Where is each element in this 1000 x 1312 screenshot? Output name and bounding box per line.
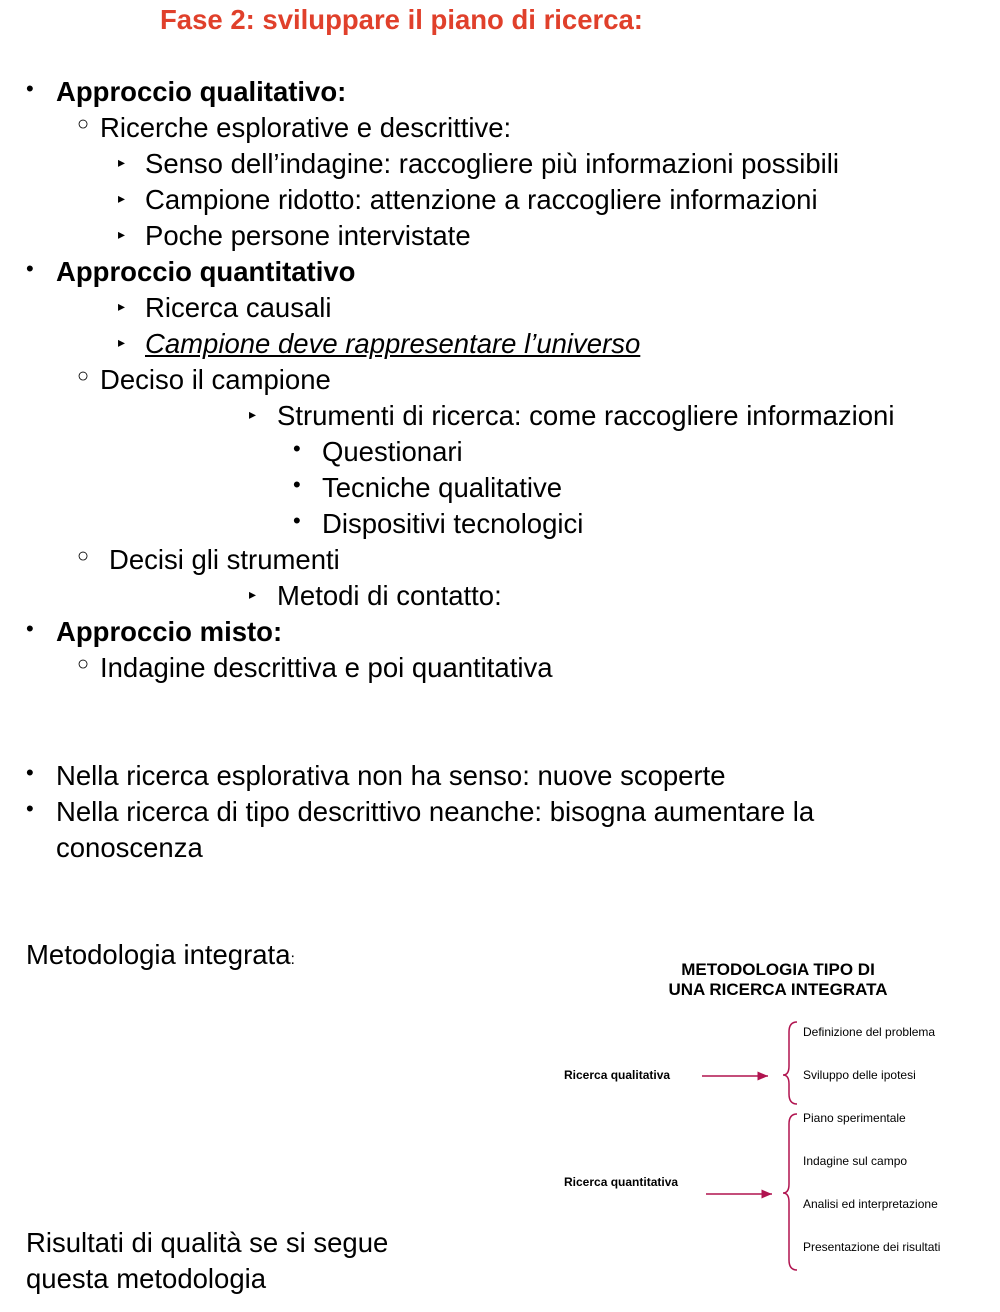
diagram-title-line-1: METODOLOGIA TIPO DI — [681, 960, 875, 979]
triangle-bullet-icon: ▸ — [118, 226, 126, 242]
bullet-icon: • — [26, 796, 34, 821]
triangle-bullet-icon: ▸ — [118, 334, 126, 350]
bullet-icon: • — [26, 76, 34, 101]
item-ricerca-causali: Ricerca causali — [145, 292, 332, 323]
diagram-step: Piano sperimentale — [803, 1111, 906, 1125]
item-senso: Senso dell’indagine: raccogliere più informazioni possibili — [145, 148, 839, 179]
sub-esplorative: Ricerche esplorative e descrittive: — [100, 112, 512, 143]
tool-questionari: Questionari — [322, 436, 463, 467]
risultati-line-1: Risultati di qualità se si segue — [26, 1227, 389, 1258]
brace-qualitativa — [783, 1022, 797, 1104]
sub-deciso-campione: Deciso il campione — [100, 364, 331, 395]
triangle-bullet-icon: ▸ — [249, 406, 257, 422]
heading-qualitativo: Approccio qualitativo: — [56, 76, 347, 107]
brace-quantitativa — [783, 1114, 797, 1270]
item-poche-persone: Poche persone intervistate — [145, 220, 471, 251]
heading-misto: Approccio misto: — [56, 616, 283, 647]
diagram-step: Definizione del problema — [803, 1025, 936, 1039]
triangle-bullet-icon: ▸ — [118, 298, 126, 314]
triangle-bullet-icon: ▸ — [249, 586, 257, 602]
circle-bullet-icon: ○ — [77, 365, 90, 387]
bullet-icon: • — [26, 760, 34, 785]
diagram-step: Presentazione dei risultati — [803, 1240, 941, 1254]
note-esplorativa: Nella ricerca esplorativa non ha senso: nuove scoperte — [56, 760, 726, 791]
item-metodi-contatto: Metodi di contatto: — [277, 580, 502, 611]
circle-bullet-icon: ○ — [77, 113, 90, 135]
diagram-quant-label: Ricerca quantitativa — [564, 1175, 679, 1189]
item-campione-universo: Campione deve rappresentare l’universo — [145, 328, 641, 359]
bullet-icon: • — [293, 436, 301, 461]
tool-dispositivi: Dispositivi tecnologici — [322, 508, 584, 539]
triangle-bullet-icon: ▸ — [118, 190, 126, 206]
item-strumenti: Strumenti di ricerca: come raccogliere informazioni — [277, 400, 895, 431]
bullet-icon: • — [26, 256, 34, 281]
diagram-title-line-2: UNA RICERCA INTEGRATA — [668, 980, 888, 999]
note-descrittivo: Nella ricerca di tipo descrittivo neanche: bisogna aumentare la — [56, 796, 815, 827]
triangle-bullet-icon: ▸ — [118, 154, 126, 170]
heading-quantitativo: Approccio quantitativo — [56, 256, 356, 287]
diagram-qual-label: Ricerca qualitativa — [564, 1068, 671, 1082]
page-title: Fase 2: sviluppare il piano di ricerca: — [160, 4, 643, 35]
diagram-step: Sviluppo delle ipotesi — [803, 1068, 916, 1082]
item-campione-ridotto: Campione ridotto: attenzione a raccogliere informazioni — [145, 184, 818, 215]
bullet-icon: • — [293, 508, 301, 533]
sub-indagine: Indagine descrittiva e poi quantitativa — [100, 652, 553, 683]
sub-decisi-strumenti: Decisi gli strumenti — [109, 544, 340, 575]
circle-bullet-icon: ○ — [77, 545, 90, 567]
circle-bullet-icon: ○ — [77, 653, 90, 675]
bullet-icon: • — [26, 616, 34, 641]
metodologia-label: Metodologia integrata: — [26, 939, 295, 970]
diagram-step: Analisi ed interpretazione — [803, 1197, 938, 1211]
risultati-line-2: questa metodologia — [26, 1263, 267, 1294]
tool-tecniche: Tecniche qualitative — [322, 472, 563, 503]
note-descrittivo-cont: conoscenza — [56, 832, 203, 863]
diagram-step: Indagine sul campo — [803, 1154, 908, 1168]
bullet-icon: • — [293, 472, 301, 497]
